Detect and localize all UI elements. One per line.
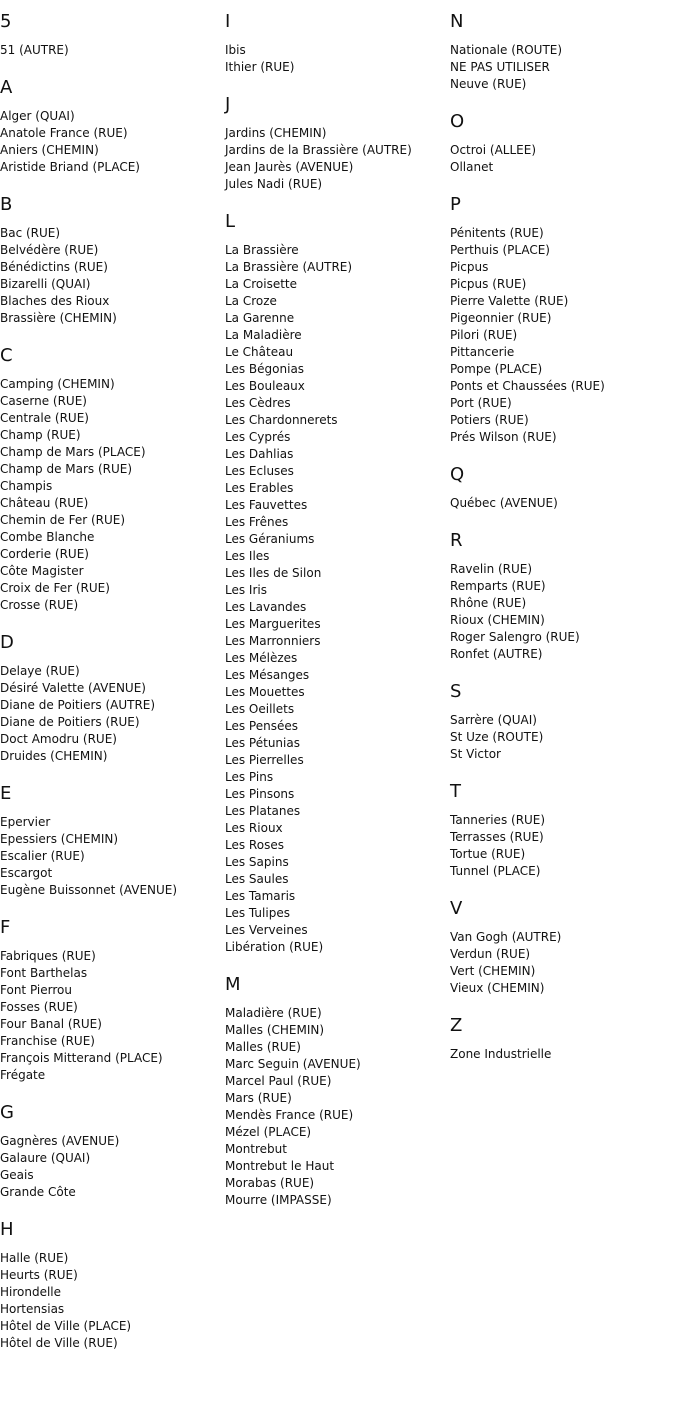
street-link[interactable]: Les Erables [225,481,294,495]
street-link[interactable]: Aniers (CHEMIN) [0,143,99,157]
street-link[interactable]: Les Tulipes [225,906,290,920]
section-letter-heading: O [450,111,465,132]
street-link[interactable]: Crosse (RUE) [0,598,79,612]
street-link[interactable]: Epessiers (CHEMIN) [0,832,119,846]
street-link[interactable]: Delaye (RUE) [0,664,80,678]
street-link[interactable]: Hôtel de Ville (RUE) [0,1336,118,1350]
street-link[interactable]: La Croze [225,294,277,308]
street-link[interactable]: Les Pins [225,770,274,784]
street-index-column-1 [0,10,220,1352]
street-link[interactable]: Camping (CHEMIN) [0,377,115,391]
street-link[interactable]: Les Bouleaux [225,379,305,393]
street-link[interactable]: Centrale (RUE) [0,411,89,425]
street-link[interactable]: Bizarelli (QUAI) [0,277,91,291]
street-list [0,108,220,176]
street-link[interactable]: Malles (RUE) [225,1040,301,1054]
street-link[interactable]: Hôtel de Ville (PLACE) [0,1319,132,1333]
street-link[interactable]: Les Mésanges [225,668,310,682]
street-link[interactable]: Maladière (RUE) [225,1006,322,1020]
street-link[interactable]: Anatole France (RUE) [0,126,128,140]
letter-section [450,463,670,512]
street-list [0,814,220,899]
street-link[interactable]: Pittancerie [450,345,515,359]
section-letter-heading: Q [450,464,465,485]
section-letter-heading: G [0,1102,14,1123]
letter-section [0,76,220,176]
street-link[interactable]: Caserne (RUE) [0,394,87,408]
street-link[interactable]: Diane de Poitiers (AUTRE) [0,698,156,712]
street-link[interactable]: Les Géraniums [225,532,315,546]
street-link[interactable]: Zone Industrielle [450,1047,552,1061]
street-list [0,225,220,327]
street-link[interactable]: Malles (CHEMIN) [225,1023,325,1037]
street-link[interactable]: Octroi (ALLEE) [450,143,537,157]
section-letter-heading: L [225,211,236,232]
street-link[interactable]: Halle (RUE) [0,1251,69,1265]
street-link[interactable]: Château (RUE) [0,496,89,510]
street-link[interactable]: Alger (QUAI) [0,109,75,123]
street-link[interactable]: Les Verveines [225,923,308,937]
street-list [450,142,670,176]
street-list [0,1133,220,1201]
letter-section [450,529,670,663]
street-index-column-3 [450,10,670,1063]
street-link[interactable]: Mars (RUE) [225,1091,292,1105]
section-letter-heading: I [225,11,231,32]
letter-section [0,631,220,765]
street-link[interactable]: Les Bégonias [225,362,305,376]
street-link[interactable]: Vert (CHEMIN) [450,964,536,978]
street-link[interactable]: Ravelin (RUE) [450,562,533,576]
section-letter-heading: M [225,974,241,995]
street-link[interactable]: Les Dahlias [225,447,294,461]
street-link[interactable]: Croix de Fer (RUE) [0,581,110,595]
letter-section [0,10,220,59]
letter-section [225,10,445,76]
street-link[interactable]: Combe Blanche [0,530,95,544]
section-letter-heading: S [450,681,462,702]
street-link[interactable]: La Maladière [225,328,302,342]
street-link[interactable]: Les Sapins [225,855,289,869]
letter-section [450,780,670,880]
street-link[interactable]: Pigeonnier (RUE) [450,311,552,325]
street-link[interactable]: Pompe (PLACE) [450,362,543,376]
letter-section [0,344,220,614]
street-link[interactable]: Hortensias [0,1302,65,1316]
section-letter-heading: R [450,530,463,551]
street-link[interactable]: Perthuis (PLACE) [450,243,550,257]
street-link[interactable]: Fosses (RUE) [0,1000,78,1014]
street-link[interactable]: Les Pensées [225,719,298,733]
street-link[interactable]: Tortue (RUE) [450,847,526,861]
street-list [450,42,670,93]
street-link[interactable]: Verdun (RUE) [450,947,531,961]
street-link[interactable]: Prés Wilson (RUE) [450,430,557,444]
street-list [0,663,220,765]
street-link[interactable]: Les Platanes [225,804,301,818]
street-link[interactable]: Champis [0,479,53,493]
street-link[interactable]: Nationale (ROUTE) [450,43,563,57]
street-link[interactable]: Les Pierrelles [225,753,304,767]
street-link[interactable]: Druides (CHEMIN) [0,749,108,763]
street-link[interactable]: Sarrère (QUAI) [450,713,537,727]
street-link[interactable]: Jardins (CHEMIN) [225,126,327,140]
street-link[interactable]: Belvédère (RUE) [0,243,99,257]
section-letter-heading: H [0,1219,14,1240]
letter-section [450,10,670,93]
street-link[interactable]: Pénitents (RUE) [450,226,544,240]
street-link[interactable]: Rioux (CHEMIN) [450,613,545,627]
street-link[interactable]: La Croisette [225,277,298,291]
street-link[interactable]: Jardins de la Brassière (AUTRE) [225,143,412,157]
section-letter-heading: J [225,94,231,115]
street-link[interactable]: Ibis [225,43,246,57]
street-list [0,1250,220,1352]
street-link[interactable]: Les Mélèzes [225,651,298,665]
street-link[interactable]: Franchise (RUE) [0,1034,95,1048]
street-list [225,1005,445,1209]
letter-section [225,973,445,1209]
street-link[interactable]: Libération (RUE) [225,940,324,954]
street-link[interactable]: Champ de Mars (RUE) [0,462,133,476]
street-link[interactable]: Grande Côte [0,1185,76,1199]
street-link[interactable]: Eugène Buissonnet (AVENUE) [0,883,178,897]
street-link[interactable]: Neuve (RUE) [450,77,527,91]
street-link[interactable]: Morabas (RUE) [225,1176,315,1190]
street-link[interactable]: Epervier [0,815,51,829]
street-list [450,812,670,880]
street-link[interactable]: Les Roses [225,838,284,852]
street-link[interactable]: Four Banal (RUE) [0,1017,102,1031]
street-link[interactable]: Pilori (RUE) [450,328,518,342]
street-link[interactable]: Van Gogh (AUTRE) [450,930,562,944]
street-link[interactable]: Tanneries (RUE) [450,813,546,827]
street-link[interactable]: Les Chardonnerets [225,413,338,427]
street-link[interactable]: Tunnel (PLACE) [450,864,541,878]
street-link[interactable]: Les Rioux [225,821,283,835]
street-link[interactable]: Marc Seguin (AVENUE) [225,1057,361,1071]
street-link[interactable]: St Uze (ROUTE) [450,730,544,744]
street-link[interactable]: Doct Amodru (RUE) [0,732,117,746]
street-link[interactable]: Font Barthelas [0,966,88,980]
street-link[interactable]: Vieux (CHEMIN) [450,981,545,995]
street-link[interactable]: Escalier (RUE) [0,849,85,863]
street-list [450,929,670,997]
street-link[interactable]: Potiers (RUE) [450,413,529,427]
street-index-column-2 [225,10,445,1209]
street-list [225,42,445,76]
section-letter-heading: T [450,781,461,802]
street-link[interactable]: Mourre (IMPASSE) [225,1193,332,1207]
street-link[interactable]: Les Saules [225,872,289,886]
street-link[interactable]: Les Marguerites [225,617,321,631]
street-list [450,225,670,446]
street-link[interactable]: Picpus (RUE) [450,277,527,291]
letter-section [450,110,670,176]
street-link[interactable]: Montrebut le Haut [225,1159,335,1173]
street-link[interactable]: Les Iris [225,583,267,597]
street-link[interactable]: Blaches des Rioux [0,294,110,308]
street-link[interactable]: Le Château [225,345,294,359]
street-link[interactable]: Ponts et Chaussées (RUE) [450,379,605,393]
section-letter-heading: B [0,194,13,215]
street-list [0,42,220,59]
street-link[interactable]: Galaure (QUAI) [0,1151,91,1165]
street-link[interactable]: Les Mouettes [225,685,305,699]
street-link[interactable]: Champ de Mars (PLACE) [0,445,146,459]
street-link[interactable]: Diane de Poitiers (RUE) [0,715,140,729]
street-link[interactable]: La Brassière (AUTRE) [225,260,353,274]
street-link[interactable]: Les Pinsons [225,787,295,801]
letter-section [0,1218,220,1352]
street-list [450,561,670,663]
street-link[interactable]: La Brassière [225,243,299,257]
street-link[interactable]: Ithier (RUE) [225,60,295,74]
street-link[interactable]: Terrasses (RUE) [450,830,544,844]
street-link[interactable]: Aristide Briand (PLACE) [0,160,140,174]
street-link[interactable]: NE PAS UTILISER [450,60,550,74]
street-link[interactable]: Gagnères (AVENUE) [0,1134,120,1148]
street-link[interactable]: Remparts (RUE) [450,579,546,593]
section-letter-heading: E [0,783,12,804]
street-link[interactable]: Les Ecluses [225,464,294,478]
section-letter-heading: C [0,345,13,366]
street-link[interactable]: Corderie (RUE) [0,547,89,561]
section-letter-heading: F [0,917,11,938]
section-letter-heading: A [0,77,13,98]
section-letter-heading: P [450,194,461,215]
street-link[interactable]: St Victor [450,747,501,761]
street-link[interactable]: Rhône (RUE) [450,596,527,610]
letter-section [225,210,445,956]
letter-section [0,193,220,327]
street-link[interactable]: Marcel Paul (RUE) [225,1074,332,1088]
street-list [225,242,445,956]
street-link[interactable]: Port (RUE) [450,396,512,410]
letter-section [450,1014,670,1063]
street-list [225,125,445,193]
section-letter-heading: D [0,632,14,653]
street-list [450,712,670,763]
section-letter-heading: 5 [0,11,12,32]
street-link[interactable]: Bénédictins (RUE) [0,260,108,274]
street-link[interactable]: Heurts (RUE) [0,1268,78,1282]
street-link[interactable]: Les Cyprés [225,430,291,444]
street-link[interactable]: Les Iles [225,549,270,563]
street-link[interactable]: Picpus [450,260,489,274]
street-link[interactable]: Les Tamaris [225,889,296,903]
street-link[interactable]: Les Iles de Silon [225,566,322,580]
street-link[interactable]: Mendès France (RUE) [225,1108,354,1122]
street-link[interactable]: Brassière (CHEMIN) [0,311,117,325]
street-link[interactable]: Québec (AVENUE) [450,496,558,510]
street-list [0,376,220,614]
street-list [450,495,670,512]
street-link[interactable]: Les Oeillets [225,702,295,716]
letter-section [225,93,445,193]
street-link[interactable]: Les Frênes [225,515,289,529]
street-link[interactable]: Bac (RUE) [0,226,61,240]
street-link[interactable]: Jean Jaurès (AVENUE) [225,160,354,174]
street-link[interactable]: Les Cèdres [225,396,291,410]
section-letter-heading: Z [450,1015,463,1036]
street-link[interactable]: Les Marronniers [225,634,321,648]
letter-section [450,193,670,446]
street-link[interactable]: Roger Salengro (RUE) [450,630,580,644]
street-link[interactable]: Les Lavandes [225,600,307,614]
street-link[interactable]: Geais [0,1168,34,1182]
street-link[interactable]: La Garenne [225,311,295,325]
letter-section [0,916,220,1084]
street-link[interactable]: Pierre Valette (RUE) [450,294,569,308]
street-link[interactable]: Font Pierrou [0,983,72,997]
street-link[interactable]: Les Pétunias [225,736,300,750]
street-list [450,1046,670,1063]
letter-section [0,782,220,899]
street-link[interactable]: Fabriques (RUE) [0,949,96,963]
letter-section [0,1101,220,1201]
street-list [0,948,220,1084]
street-link[interactable]: Escargot [0,866,53,880]
street-link[interactable]: Montrebut [225,1142,287,1156]
section-letter-heading: N [450,11,464,32]
section-letter-heading: V [450,898,463,919]
street-link[interactable]: 51 (AUTRE) [0,43,69,57]
street-link[interactable]: Jules Nadi (RUE) [225,177,323,191]
street-link[interactable]: Chemin de Fer (RUE) [0,513,126,527]
letter-section [450,680,670,763]
street-link[interactable]: Champ (RUE) [0,428,81,442]
street-link[interactable]: François Mitterand (PLACE) [0,1051,163,1065]
street-link[interactable]: Mézel (PLACE) [225,1125,312,1139]
street-link[interactable]: Ollanet [450,160,494,174]
street-link[interactable]: Hirondelle [0,1285,62,1299]
street-link[interactable]: Côte Magister [0,564,84,578]
street-link[interactable]: Les Fauvettes [225,498,308,512]
street-link[interactable]: Désiré Valette (AVENUE) [0,681,146,695]
street-link[interactable]: Ronfet (AUTRE) [450,647,543,661]
street-link[interactable]: Frégate [0,1068,46,1082]
letter-section [450,897,670,997]
